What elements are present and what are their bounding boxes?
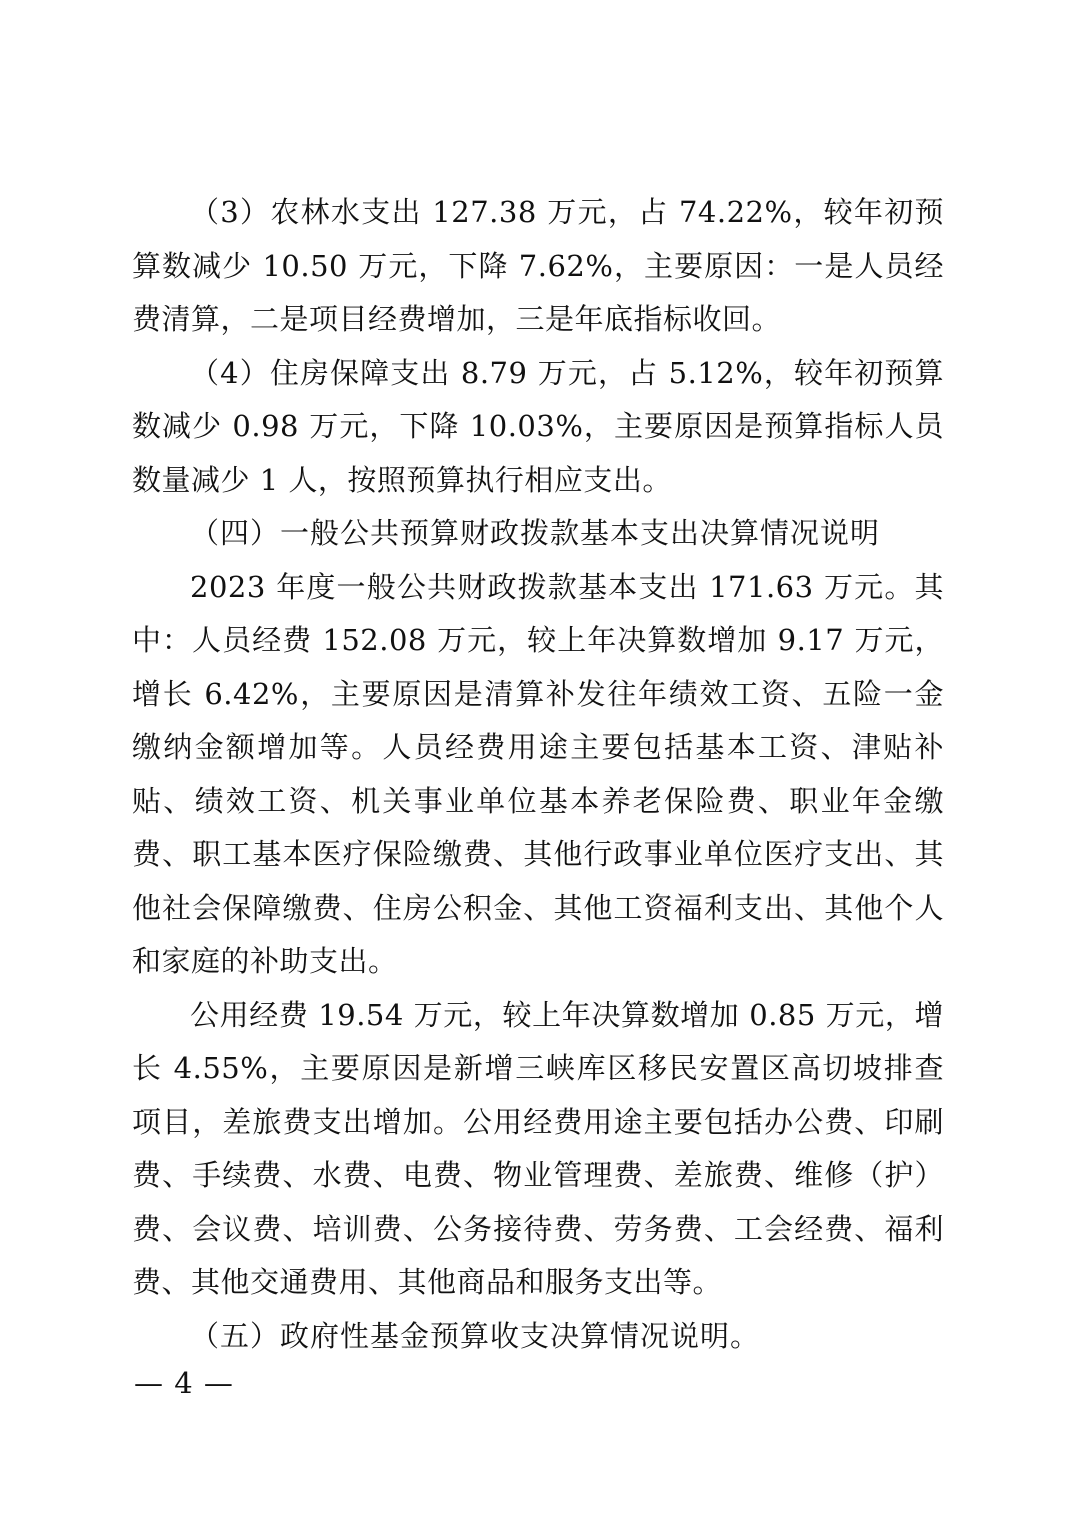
page-number: — 4 — (134, 1366, 234, 1400)
paragraph-housing-expense: （4）住房保障支出 8.79 万元，占 5.12%，较年初预算数减少 0.98 万元，下降 10.03%，主要原因是预算指标人员数量减少 1 人，按照预算执行相应支出。 (132, 355, 944, 497)
paragraph-public-expense: 公用经费 19.54 万元，较上年决算数增加 0.85 万元，增长 4.55%，主要原因是新增三峡库区移民安置区高切坡排查项目，差旅费支出增加。公用经费用途主要包括办公费、印刷费、手续费、水费、电费、物业管理费、差旅费、维修（护）费、会议费、培训费、公务接待费、劳务费、工会经费、福利费、其他交通费用、其他商品和服务支出等。 (132, 997, 944, 1299)
section-heading-basic-expenditure: （四）一般公共预算财政拨款基本支出决算情况说明 (190, 516, 881, 550)
paragraph-agriculture-expense: （3）农林水支出 127.38 万元，占 74.22%，较年初预算数减少 10.50 万元，下降 7.62%，主要原因：一是人员经费清算，二是项目经费增加，三是年底指标收回。 (132, 195, 944, 336)
paragraph-personnel-expense: 2023 年度一般公共财政拨款基本支出 171.63 万元。其中：人员经费 152.08 万元，较上年决算数增加 9.17 万元，增长 6.42%，主要原因是清算补发往年绩效工资、五险一金缴纳金额增加等。人员经费用途主要包括基本工资、津贴补贴、绩效工资、机关事业单位基本养老保险费、职业年金缴费、职工基本医疗保险缴费、其他行政事业单位医疗支出、其他社会保障缴费、住房公积金、其他工资福利支出、其他个人和家庭的补助支出。 (132, 569, 944, 978)
section-heading-government-fund: （五）政府性基金预算收支决算情况说明。 (190, 1318, 761, 1353)
document-body (132, 186, 944, 1363)
